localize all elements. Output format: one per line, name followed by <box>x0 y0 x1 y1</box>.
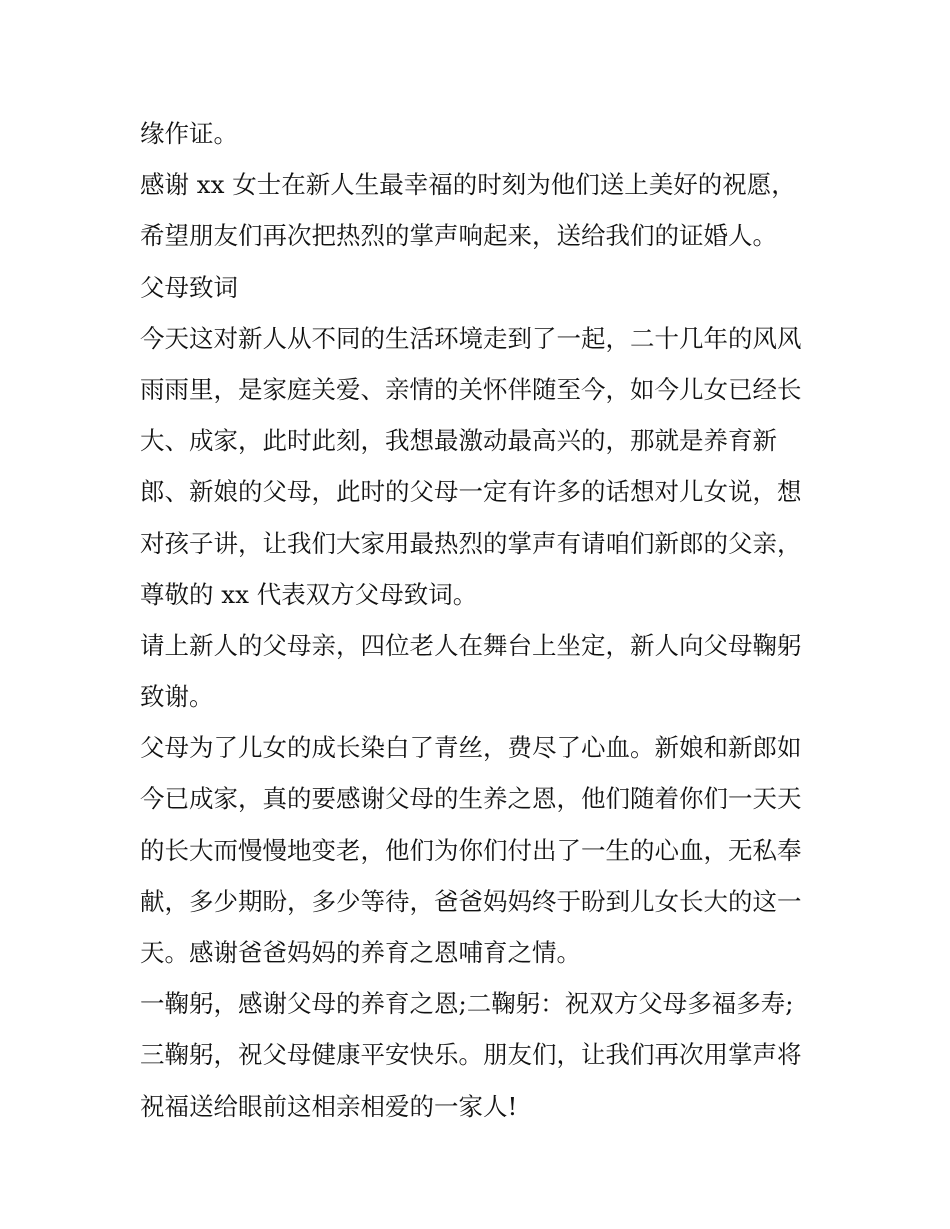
text-line-5: 今天这对新人从不同的生活环境走到了一起，二十几年的风风 <box>140 323 802 353</box>
text-line-19: 三鞠躬，祝父母健康平安快乐。朋友们，让我们再次用掌声将 <box>140 1040 802 1070</box>
text-line-15: 的长大而慢慢地变老，他们为你们付出了一生的心血，无私奉 <box>140 835 802 865</box>
text-line-7: 大、成家，此时此刻，我想最激动最高兴的，那就是养育新 <box>140 426 777 456</box>
text-line-18: 一鞠躬，感谢父母的养育之恩;二鞠躬：祝双方父母多福多寿; <box>140 989 794 1019</box>
text-line-20: 祝福送给眼前这相亲相爱的一家人! <box>140 1091 518 1121</box>
text-line-1: 缘作证。 <box>140 119 238 148</box>
section-heading: 父母致词 <box>140 272 238 302</box>
text-line-3: 希望朋友们再次把热烈的掌声响起来，送给我们的证婚人。 <box>140 221 777 251</box>
text-line-17: 天。感谢爸爸妈妈的养育之恩哺育之情。 <box>140 938 581 967</box>
document-body <box>140 108 815 1132</box>
text-line-6: 雨雨里，是家庭关爱、亲情的关怀伴随至今，如今儿女已经长 <box>140 374 802 404</box>
text-line-8: 郎、新娘的父母，此时的父母一定有许多的话想对儿女说，想 <box>140 477 802 507</box>
text-line-16: 献，多少期盼，多少等待，爸爸妈妈终于盼到儿女长大的这一 <box>140 886 802 916</box>
text-line-9: 对孩子讲，让我们大家用最热烈的掌声有请咱们新郎的父亲， <box>140 528 802 558</box>
text-line-11: 请上新人的父母亲，四位老人在舞台上坐定，新人向父母鞠躬 <box>140 630 802 660</box>
text-line-12: 致谢。 <box>140 682 214 712</box>
text-line-13: 父母为了儿女的成长染白了青丝，费尽了心血。新娘和新郎如 <box>140 733 802 763</box>
text-line-14: 今已成家，真的要感谢父母的生养之恩，他们随着你们一天天 <box>140 784 802 814</box>
text-line-10: 尊敬的 xx 代表双方父母致词。 <box>140 579 478 609</box>
text-line-2: 感谢 xx 女士在新人生最幸福的时刻为他们送上美好的祝愿， <box>140 170 796 200</box>
